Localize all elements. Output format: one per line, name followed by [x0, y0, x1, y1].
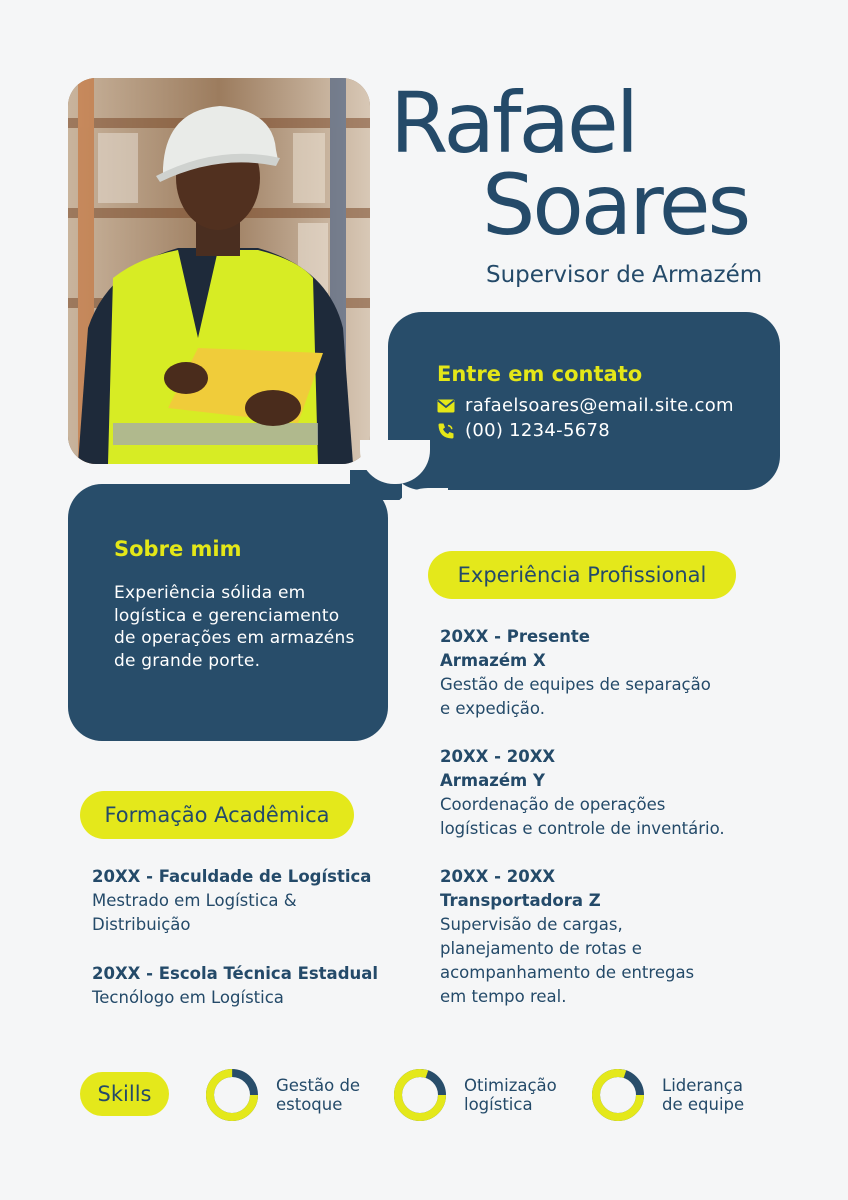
email-row[interactable]: [437, 395, 734, 416]
skill-label: Gestão de estoque: [276, 1076, 361, 1114]
contact-heading: Entre em contato: [437, 362, 643, 386]
skill-label: Otimização logística: [464, 1076, 557, 1114]
skill-level-ring: [204, 1067, 260, 1123]
experience-description: Coordenação de operações logísticas e controle de inventário.: [440, 795, 725, 838]
phone-icon: [437, 422, 455, 440]
first-name: Rafael: [390, 74, 637, 172]
job-title: Supervisor de Armazém: [486, 262, 763, 288]
phone-row[interactable]: [437, 420, 610, 441]
skill-item: [590, 1067, 744, 1123]
experience-company: Armazém X: [440, 651, 546, 670]
envelope-icon: [437, 397, 455, 415]
experience-period: 20XX - Presente: [440, 627, 590, 646]
profile-photo: [68, 78, 370, 464]
education-item: [92, 962, 382, 1010]
skill-level-ring: [590, 1067, 646, 1123]
education-item: [92, 865, 382, 937]
full-name: [390, 74, 790, 254]
experience-period: 20XX - 20XX: [440, 867, 556, 886]
email-address: rafaelsoares@email.site.com: [465, 395, 734, 416]
skill-label: Liderança de equipe: [662, 1076, 745, 1114]
phone-number: (00) 1234-5678: [465, 420, 610, 441]
skills-heading: Skills: [80, 1072, 169, 1116]
warehouse-worker-illustration: [68, 78, 370, 464]
skill-item: [392, 1067, 557, 1123]
about-text: Experiência sólida em logística e gerenciamento de operações em armazéns de grande porte.: [114, 583, 355, 671]
skill-item: [204, 1067, 360, 1123]
education-heading-line: 20XX - Faculdade de Logística: [92, 867, 372, 886]
education-heading-line: 20XX - Escola Técnica Estadual: [92, 964, 379, 983]
education-description: Mestrado em Logística & Distribuição: [92, 891, 297, 934]
experience-period: 20XX - 20XX: [440, 747, 556, 766]
skill-level-ring: [392, 1067, 448, 1123]
education-heading: Formação Acadêmica: [80, 791, 354, 839]
experience-company: Armazém Y: [440, 771, 545, 790]
experience-description: Gestão de equipes de separação e expedição.: [440, 675, 711, 718]
experience-item: [440, 745, 760, 841]
experience-company: Transportadora Z: [440, 891, 601, 910]
experience-item: [440, 625, 760, 721]
experience-heading: Experiência Profissional: [428, 551, 736, 599]
about-heading: Sobre mim: [114, 537, 242, 561]
last-name: Soares: [482, 156, 749, 254]
education-description: Tecnólogo em Logística: [92, 988, 284, 1007]
experience-item: [440, 865, 760, 1009]
experience-description: Supervisão de cargas, planejamento de rotas e acompanhamento de entregas em tempo real.: [440, 915, 695, 1006]
